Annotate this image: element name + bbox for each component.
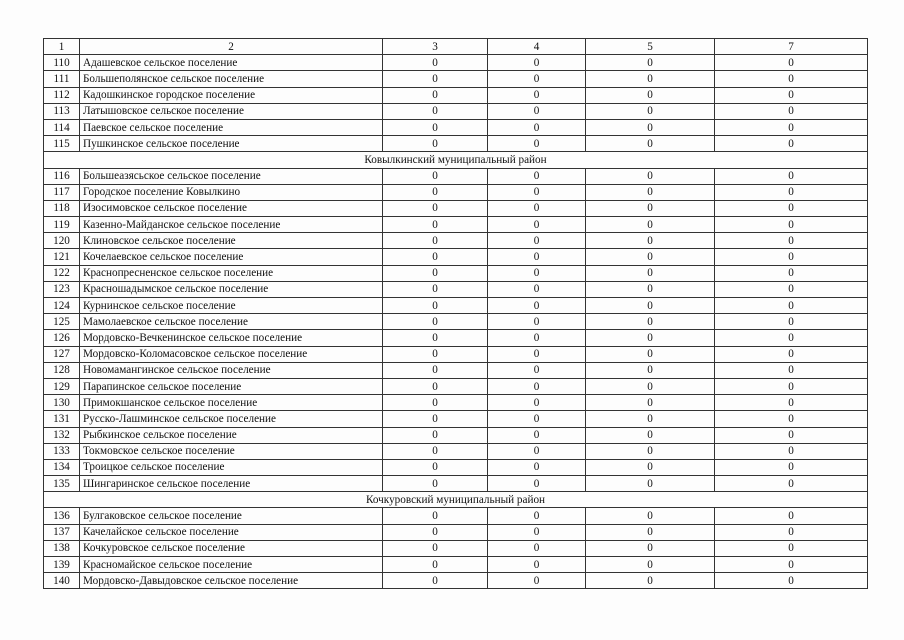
row-number: 120	[44, 233, 80, 249]
value-col-4: 0	[488, 103, 586, 119]
value-col-3: 0	[383, 249, 488, 265]
value-col-4: 0	[488, 314, 586, 330]
value-col-3: 0	[383, 573, 488, 589]
row-number: 124	[44, 298, 80, 314]
value-col-4: 0	[488, 265, 586, 281]
data-table	[43, 38, 868, 589]
value-col-3: 0	[383, 443, 488, 459]
settlement-name: Качелайское сельское поселение	[80, 524, 383, 540]
settlement-name: Кадошкинское городское поселение	[80, 87, 383, 103]
value-col-5: 0	[586, 330, 715, 346]
value-col-5: 0	[586, 119, 715, 135]
table-row	[44, 233, 868, 249]
value-col-3: 0	[383, 233, 488, 249]
table-row	[44, 540, 868, 556]
value-col-4: 0	[488, 378, 586, 394]
value-col-3: 0	[383, 71, 488, 87]
value-col-7: 0	[715, 314, 868, 330]
value-col-3: 0	[383, 411, 488, 427]
table-row	[44, 103, 868, 119]
table-row	[44, 217, 868, 233]
value-col-3: 0	[383, 87, 488, 103]
value-col-4: 0	[488, 168, 586, 184]
settlement-name: Новомамангинское сельское поселение	[80, 362, 383, 378]
table-row	[44, 119, 868, 135]
value-col-5: 0	[586, 540, 715, 556]
table-row	[44, 281, 868, 297]
settlement-name: Булгаковское сельское поселение	[80, 508, 383, 524]
header-cell-5: 5	[586, 39, 715, 55]
settlement-name: Адашевское сельское поселение	[80, 55, 383, 71]
value-col-3: 0	[383, 476, 488, 492]
table-row	[44, 136, 868, 152]
value-col-4: 0	[488, 346, 586, 362]
value-col-7: 0	[715, 476, 868, 492]
value-col-4: 0	[488, 119, 586, 135]
table-row	[44, 71, 868, 87]
row-number: 111	[44, 71, 80, 87]
value-col-5: 0	[586, 184, 715, 200]
value-col-3: 0	[383, 168, 488, 184]
value-col-4: 0	[488, 540, 586, 556]
value-col-5: 0	[586, 55, 715, 71]
table-row	[44, 184, 868, 200]
value-col-4: 0	[488, 136, 586, 152]
table-row	[44, 378, 868, 394]
table-row	[44, 265, 868, 281]
row-number: 129	[44, 378, 80, 394]
value-col-5: 0	[586, 557, 715, 573]
value-col-7: 0	[715, 459, 868, 475]
value-col-7: 0	[715, 362, 868, 378]
value-col-3: 0	[383, 281, 488, 297]
table-row	[44, 411, 868, 427]
value-col-7: 0	[715, 217, 868, 233]
value-col-4: 0	[488, 87, 586, 103]
value-col-4: 0	[488, 395, 586, 411]
row-number: 116	[44, 168, 80, 184]
value-col-7: 0	[715, 395, 868, 411]
value-col-3: 0	[383, 136, 488, 152]
settlement-name: Городское поселение Ковылкино	[80, 184, 383, 200]
value-col-7: 0	[715, 103, 868, 119]
value-col-7: 0	[715, 443, 868, 459]
settlement-name: Мордовско-Коломасовское сельское поселение	[80, 346, 383, 362]
table-row	[44, 87, 868, 103]
table-row	[44, 362, 868, 378]
row-number: 130	[44, 395, 80, 411]
row-number: 119	[44, 217, 80, 233]
header-row	[44, 39, 868, 55]
value-col-5: 0	[586, 136, 715, 152]
value-col-7: 0	[715, 330, 868, 346]
value-col-5: 0	[586, 476, 715, 492]
value-col-3: 0	[383, 55, 488, 71]
row-number: 110	[44, 55, 80, 71]
settlement-name: Паевское сельское поселение	[80, 119, 383, 135]
row-number: 137	[44, 524, 80, 540]
table-row	[44, 459, 868, 475]
value-col-5: 0	[586, 249, 715, 265]
value-col-3: 0	[383, 362, 488, 378]
row-number: 112	[44, 87, 80, 103]
value-col-4: 0	[488, 427, 586, 443]
value-col-7: 0	[715, 298, 868, 314]
settlement-name: Парапинское сельское поселение	[80, 378, 383, 394]
table-row	[44, 330, 868, 346]
value-col-5: 0	[586, 573, 715, 589]
value-col-7: 0	[715, 508, 868, 524]
settlement-name: Кочкуровское сельское поселение	[80, 540, 383, 556]
settlement-name: Курнинское сельское поселение	[80, 298, 383, 314]
value-col-5: 0	[586, 378, 715, 394]
value-col-3: 0	[383, 395, 488, 411]
value-col-3: 0	[383, 265, 488, 281]
value-col-5: 0	[586, 427, 715, 443]
value-col-7: 0	[715, 184, 868, 200]
row-number: 139	[44, 557, 80, 573]
settlement-name: Красномайское сельское поселение	[80, 557, 383, 573]
row-number: 113	[44, 103, 80, 119]
value-col-4: 0	[488, 281, 586, 297]
row-number: 118	[44, 200, 80, 216]
table-body	[44, 39, 868, 589]
value-col-3: 0	[383, 200, 488, 216]
table-row	[44, 314, 868, 330]
value-col-5: 0	[586, 524, 715, 540]
settlement-name: Троицкое сельское поселение	[80, 459, 383, 475]
value-col-4: 0	[488, 71, 586, 87]
value-col-7: 0	[715, 346, 868, 362]
section-title: Кочкуровский муниципальный район	[44, 492, 868, 508]
value-col-5: 0	[586, 346, 715, 362]
settlement-name: Токмовское сельское поселение	[80, 443, 383, 459]
value-col-5: 0	[586, 314, 715, 330]
row-number: 114	[44, 119, 80, 135]
header-cell-4: 4	[488, 39, 586, 55]
value-col-4: 0	[488, 557, 586, 573]
settlement-name: Красношадымское сельское поселение	[80, 281, 383, 297]
value-col-3: 0	[383, 459, 488, 475]
value-col-3: 0	[383, 346, 488, 362]
row-number: 138	[44, 540, 80, 556]
value-col-3: 0	[383, 298, 488, 314]
row-number: 123	[44, 281, 80, 297]
value-col-7: 0	[715, 87, 868, 103]
value-col-4: 0	[488, 233, 586, 249]
settlement-name: Большеполянское сельское поселение	[80, 71, 383, 87]
settlement-name: Мамолаевское сельское поселение	[80, 314, 383, 330]
value-col-7: 0	[715, 71, 868, 87]
table-row	[44, 298, 868, 314]
value-col-5: 0	[586, 298, 715, 314]
value-col-4: 0	[488, 459, 586, 475]
row-number: 122	[44, 265, 80, 281]
table-row	[44, 443, 868, 459]
value-col-7: 0	[715, 168, 868, 184]
value-col-5: 0	[586, 281, 715, 297]
settlement-name: Клиновское сельское поселение	[80, 233, 383, 249]
value-col-3: 0	[383, 508, 488, 524]
table-row	[44, 476, 868, 492]
settlement-name: Рыбкинское сельское поселение	[80, 427, 383, 443]
value-col-4: 0	[488, 217, 586, 233]
header-cell-3: 3	[383, 39, 488, 55]
value-col-7: 0	[715, 281, 868, 297]
settlement-name: Примокшанское сельское поселение	[80, 395, 383, 411]
value-col-3: 0	[383, 427, 488, 443]
settlement-name: Кочелаевское сельское поселение	[80, 249, 383, 265]
value-col-7: 0	[715, 119, 868, 135]
value-col-7: 0	[715, 524, 868, 540]
settlement-name: Краснопресненское сельское поселение	[80, 265, 383, 281]
row-number: 131	[44, 411, 80, 427]
value-col-7: 0	[715, 427, 868, 443]
value-col-4: 0	[488, 200, 586, 216]
row-number: 125	[44, 314, 80, 330]
value-col-7: 0	[715, 540, 868, 556]
value-col-3: 0	[383, 103, 488, 119]
value-col-5: 0	[586, 233, 715, 249]
section-row	[44, 152, 868, 168]
value-col-7: 0	[715, 55, 868, 71]
settlement-name: Шингаринское сельское поселение	[80, 476, 383, 492]
row-number: 135	[44, 476, 80, 492]
row-number: 133	[44, 443, 80, 459]
table-row	[44, 573, 868, 589]
table-row	[44, 524, 868, 540]
table-row	[44, 508, 868, 524]
value-col-7: 0	[715, 200, 868, 216]
row-number: 121	[44, 249, 80, 265]
value-col-7: 0	[715, 136, 868, 152]
value-col-3: 0	[383, 557, 488, 573]
table-row	[44, 346, 868, 362]
value-col-4: 0	[488, 184, 586, 200]
value-col-3: 0	[383, 524, 488, 540]
value-col-4: 0	[488, 573, 586, 589]
value-col-4: 0	[488, 298, 586, 314]
row-number: 126	[44, 330, 80, 346]
row-number: 127	[44, 346, 80, 362]
header-cell-2: 2	[80, 39, 383, 55]
value-col-5: 0	[586, 411, 715, 427]
value-col-5: 0	[586, 71, 715, 87]
value-col-4: 0	[488, 249, 586, 265]
value-col-4: 0	[488, 508, 586, 524]
value-col-5: 0	[586, 443, 715, 459]
settlement-name: Пушкинское сельское поселение	[80, 136, 383, 152]
value-col-4: 0	[488, 330, 586, 346]
value-col-3: 0	[383, 184, 488, 200]
settlement-name: Русско-Лашминское сельское поселение	[80, 411, 383, 427]
table-row	[44, 168, 868, 184]
table-row	[44, 395, 868, 411]
value-col-3: 0	[383, 217, 488, 233]
value-col-5: 0	[586, 217, 715, 233]
settlement-name: Мордовско-Вечкенинское сельское поселение	[80, 330, 383, 346]
value-col-5: 0	[586, 87, 715, 103]
settlement-name: Мордовско-Давыдовское сельское поселение	[80, 573, 383, 589]
table-row	[44, 557, 868, 573]
value-col-5: 0	[586, 103, 715, 119]
value-col-3: 0	[383, 540, 488, 556]
value-col-5: 0	[586, 362, 715, 378]
value-col-7: 0	[715, 233, 868, 249]
header-cell-7: 7	[715, 39, 868, 55]
value-col-7: 0	[715, 411, 868, 427]
value-col-5: 0	[586, 395, 715, 411]
value-col-3: 0	[383, 378, 488, 394]
value-col-5: 0	[586, 168, 715, 184]
row-number: 117	[44, 184, 80, 200]
value-col-5: 0	[586, 508, 715, 524]
value-col-4: 0	[488, 524, 586, 540]
value-col-7: 0	[715, 249, 868, 265]
table-row	[44, 249, 868, 265]
value-col-3: 0	[383, 119, 488, 135]
row-number: 128	[44, 362, 80, 378]
row-number: 132	[44, 427, 80, 443]
value-col-7: 0	[715, 573, 868, 589]
header-cell-1: 1	[44, 39, 80, 55]
table-row	[44, 55, 868, 71]
section-title: Ковылкинский муниципальный район	[44, 152, 868, 168]
row-number: 134	[44, 459, 80, 475]
table-row	[44, 427, 868, 443]
value-col-7: 0	[715, 265, 868, 281]
value-col-4: 0	[488, 476, 586, 492]
value-col-7: 0	[715, 378, 868, 394]
table-row	[44, 200, 868, 216]
value-col-3: 0	[383, 330, 488, 346]
settlement-name: Изосимовское сельское поселение	[80, 200, 383, 216]
value-col-3: 0	[383, 314, 488, 330]
row-number: 136	[44, 508, 80, 524]
settlement-name: Латышовское сельское поселение	[80, 103, 383, 119]
value-col-4: 0	[488, 411, 586, 427]
section-row	[44, 492, 868, 508]
settlement-name: Большеазясьское сельское поселение	[80, 168, 383, 184]
row-number: 115	[44, 136, 80, 152]
settlement-name: Казенно-Майданское сельское поселение	[80, 217, 383, 233]
value-col-7: 0	[715, 557, 868, 573]
value-col-4: 0	[488, 55, 586, 71]
value-col-5: 0	[586, 459, 715, 475]
value-col-4: 0	[488, 443, 586, 459]
value-col-5: 0	[586, 265, 715, 281]
value-col-5: 0	[586, 200, 715, 216]
row-number: 140	[44, 573, 80, 589]
value-col-4: 0	[488, 362, 586, 378]
